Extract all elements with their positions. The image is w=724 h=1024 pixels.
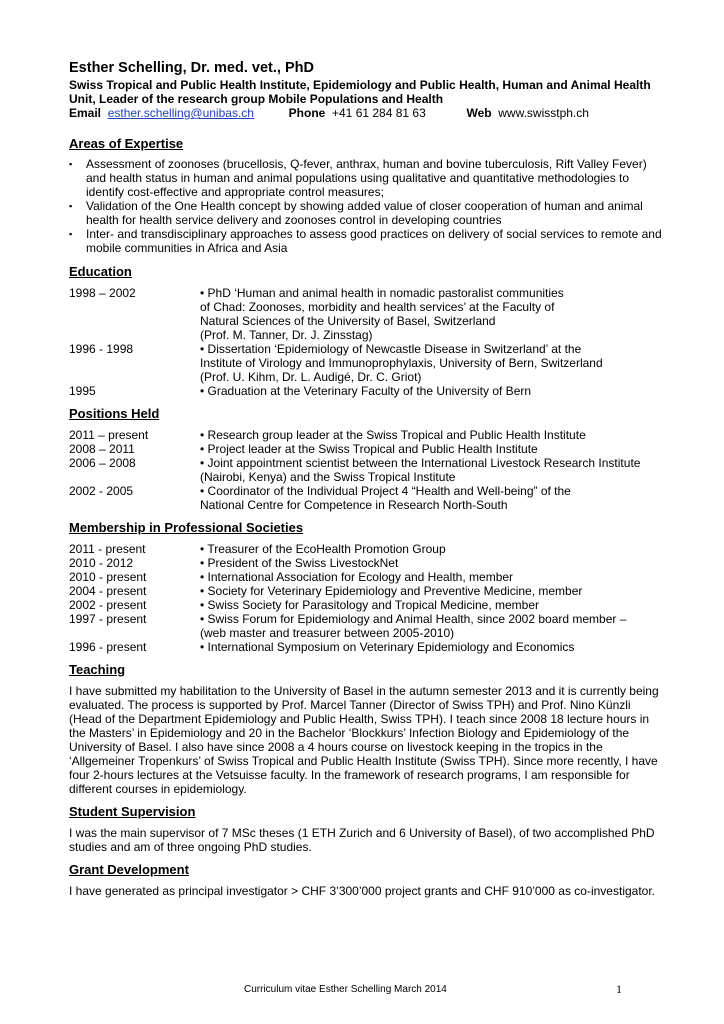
- table-row: [69, 542, 669, 556]
- table-row: [69, 612, 669, 640]
- text-cell: • PhD ‘Human and animal health in nomadic pastoralist communities of Chad: Zoonoses, morbidity and health services’ at the Faculty of Natural Sciences of the University of Basel, Switzerland (Prof. M. Tanner, Dr. J. Zinsstag): [200, 286, 564, 342]
- section-heading-supervision: Student Supervision: [69, 804, 196, 819]
- table-row: [69, 286, 669, 342]
- date-cell: 2004 - present: [69, 584, 147, 598]
- supervision-paragraph: I was the main supervisor of 7 MSc theses (1 ETH Zurich and 6 University of Basel), of two accomplished PhD studies and am of three ongoing PhD studies.: [69, 826, 655, 854]
- email-link[interactable]: esther.schelling@unibas.ch: [107, 106, 254, 120]
- cv-name: Esther Schelling, Dr. med. vet., PhD: [69, 60, 314, 76]
- section-heading-expertise: Areas of Expertise: [69, 136, 184, 151]
- teaching-paragraph: I have submitted my habilitation to the University of Basel in the autumn semester 2013 and it is currently being evaluated. The process is supported by Prof. Marcel Tanner (Director of Swiss TPH) and Prof. Nino Künzli (Head of the Department Epidemiology and Public Health, Swiss TPH). I teach since 2008 18 lecture hours in the Masters’ in Epidemiology and 20 in the Bachelor ‘Blockkurs’ Infection Biology and Epidemiology of the University of Basel. I also have since 2008 a 4 hours course on livestock keeping in the tropics in the ‘Allgemeiner Tropenkurs’ of Swiss Tropical and Public Health Institute (Swiss TPH). Since more recently, I have four 2-hours lectures at the Vetsuisse faculty. In the framework of research programs, I am responsible for different courses in epidemiology.: [69, 684, 659, 796]
- contact-line: [69, 106, 589, 120]
- phone-label: Phone: [288, 106, 326, 120]
- email-label: Email: [69, 106, 102, 120]
- text-cell: • Treasurer of the EcoHealth Promotion Group: [200, 542, 446, 556]
- phone-value: +41 61 284 81 63: [332, 106, 426, 120]
- bullet-icon: ▪: [69, 159, 73, 169]
- list-item: ▪ Assessment of zoonoses (brucellosis, Q-fever, anthrax, human and bovine tuberculosis, Rift Valley Fever) and health status in human and animal populations using qualitative and quantitative methodologies to identify cost-effective and appropriate control measures;: [69, 157, 647, 199]
- membership-rows: [69, 542, 669, 654]
- text-cell: • Project leader at the Swiss Tropical and Public Health Institute: [200, 442, 538, 456]
- table-row: [69, 428, 669, 442]
- date-cell: 2008 – 2011: [69, 442, 135, 456]
- date-cell: 1996 - present: [69, 640, 147, 654]
- date-cell: 2010 - 2012: [69, 556, 134, 570]
- page-footer: Curriculum vitae Esther Schelling March 2014: [244, 984, 447, 995]
- date-cell: 2006 – 2008: [69, 456, 136, 470]
- table-row: [69, 556, 669, 570]
- section-heading-membership: Membership in Professional Societies: [69, 520, 304, 535]
- affiliation: Swiss Tropical and Public Health Institute, Epidemiology and Public Health, Human and Animal Health Unit, Leader of the research group Mobile Populations and Health: [69, 78, 651, 106]
- date-cell: 1995: [69, 384, 96, 398]
- text-cell: • Coordinator of the Individual Project 4 “Health and Well-being” of the National Centre for Competence in Research North-South: [200, 484, 571, 512]
- table-row: [69, 456, 669, 484]
- bullet-icon: ▪: [69, 229, 73, 239]
- section-heading-grants: Grant Development: [69, 862, 189, 877]
- table-row: [69, 584, 669, 598]
- table-row: [69, 384, 669, 398]
- grants-paragraph: I have generated as principal investigator > CHF 3’300’000 project grants and CHF 910’000 as co-investigator.: [69, 884, 656, 898]
- page-number: 1: [616, 982, 622, 996]
- date-cell: 1996 - 1998: [69, 342, 134, 356]
- education-rows: [69, 286, 669, 398]
- positions-rows: [69, 428, 669, 512]
- text-cell: • Joint appointment scientist between the International Livestock Research Institute (Nairobi, Kenya) and the Swiss Tropical Institute: [200, 456, 641, 484]
- web-label: Web: [466, 106, 492, 120]
- table-row: [69, 598, 669, 612]
- section-heading-teaching: Teaching: [69, 662, 126, 677]
- bullet-icon: ▪: [69, 201, 73, 211]
- table-row: [69, 570, 669, 584]
- section-heading-positions: Positions Held: [69, 406, 160, 421]
- list-item: ▪ Validation of the One Health concept by showing added value of closer cooperation of human and animal health for health service delivery and zoonoses control in developing countries: [69, 199, 643, 227]
- table-row: [69, 484, 669, 512]
- text-cell: • Swiss Society for Parasitology and Tropical Medicine, member: [200, 598, 540, 612]
- text-cell: • Research group leader at the Swiss Tropical and Public Health Institute: [200, 428, 586, 442]
- date-cell: 1998 – 2002: [69, 286, 136, 300]
- text-cell: • International Symposium on Veterinary Epidemiology and Economics: [200, 640, 575, 654]
- text-cell: • President of the Swiss LivestockNet: [200, 556, 399, 570]
- text-cell: • Swiss Forum for Epidemiology and Animal Health, since 2002 board member – (web master and treasurer between 2005-2010): [200, 612, 627, 640]
- date-cell: 2002 - present: [69, 598, 147, 612]
- table-row: [69, 640, 669, 654]
- text-cell: • Society for Veterinary Epidemiology and Preventive Medicine, member: [200, 584, 583, 598]
- table-row: [69, 342, 669, 384]
- date-cell: 2011 – present: [69, 428, 149, 442]
- date-cell: 2010 - present: [69, 570, 147, 584]
- section-heading-education: Education: [69, 264, 132, 279]
- table-row: [69, 442, 669, 456]
- date-cell: 2011 - present: [69, 542, 146, 556]
- text-cell: • International Association for Ecology and Health, member: [200, 570, 514, 584]
- date-cell: 2002 - 2005: [69, 484, 134, 498]
- expertise-list: [69, 157, 669, 255]
- date-cell: 1997 - present: [69, 612, 147, 626]
- text-cell: • Graduation at the Veterinary Faculty of the University of Bern: [200, 384, 532, 398]
- text-cell: • Dissertation ‘Epidemiology of Newcastle Disease in Switzerland’ at the Institute of Virology and Immunoprophylaxis, University of Bern, Switzerland (Prof. U. Kihm, Dr. L. Audigé, Dr. C. Griot): [200, 342, 603, 384]
- list-item: ▪ Inter- and transdisciplinary approaches to assess good practices on delivery of social services to remote and mobile communities in Africa and Asia: [69, 227, 662, 255]
- web-value: www.swisstph.ch: [498, 106, 589, 120]
